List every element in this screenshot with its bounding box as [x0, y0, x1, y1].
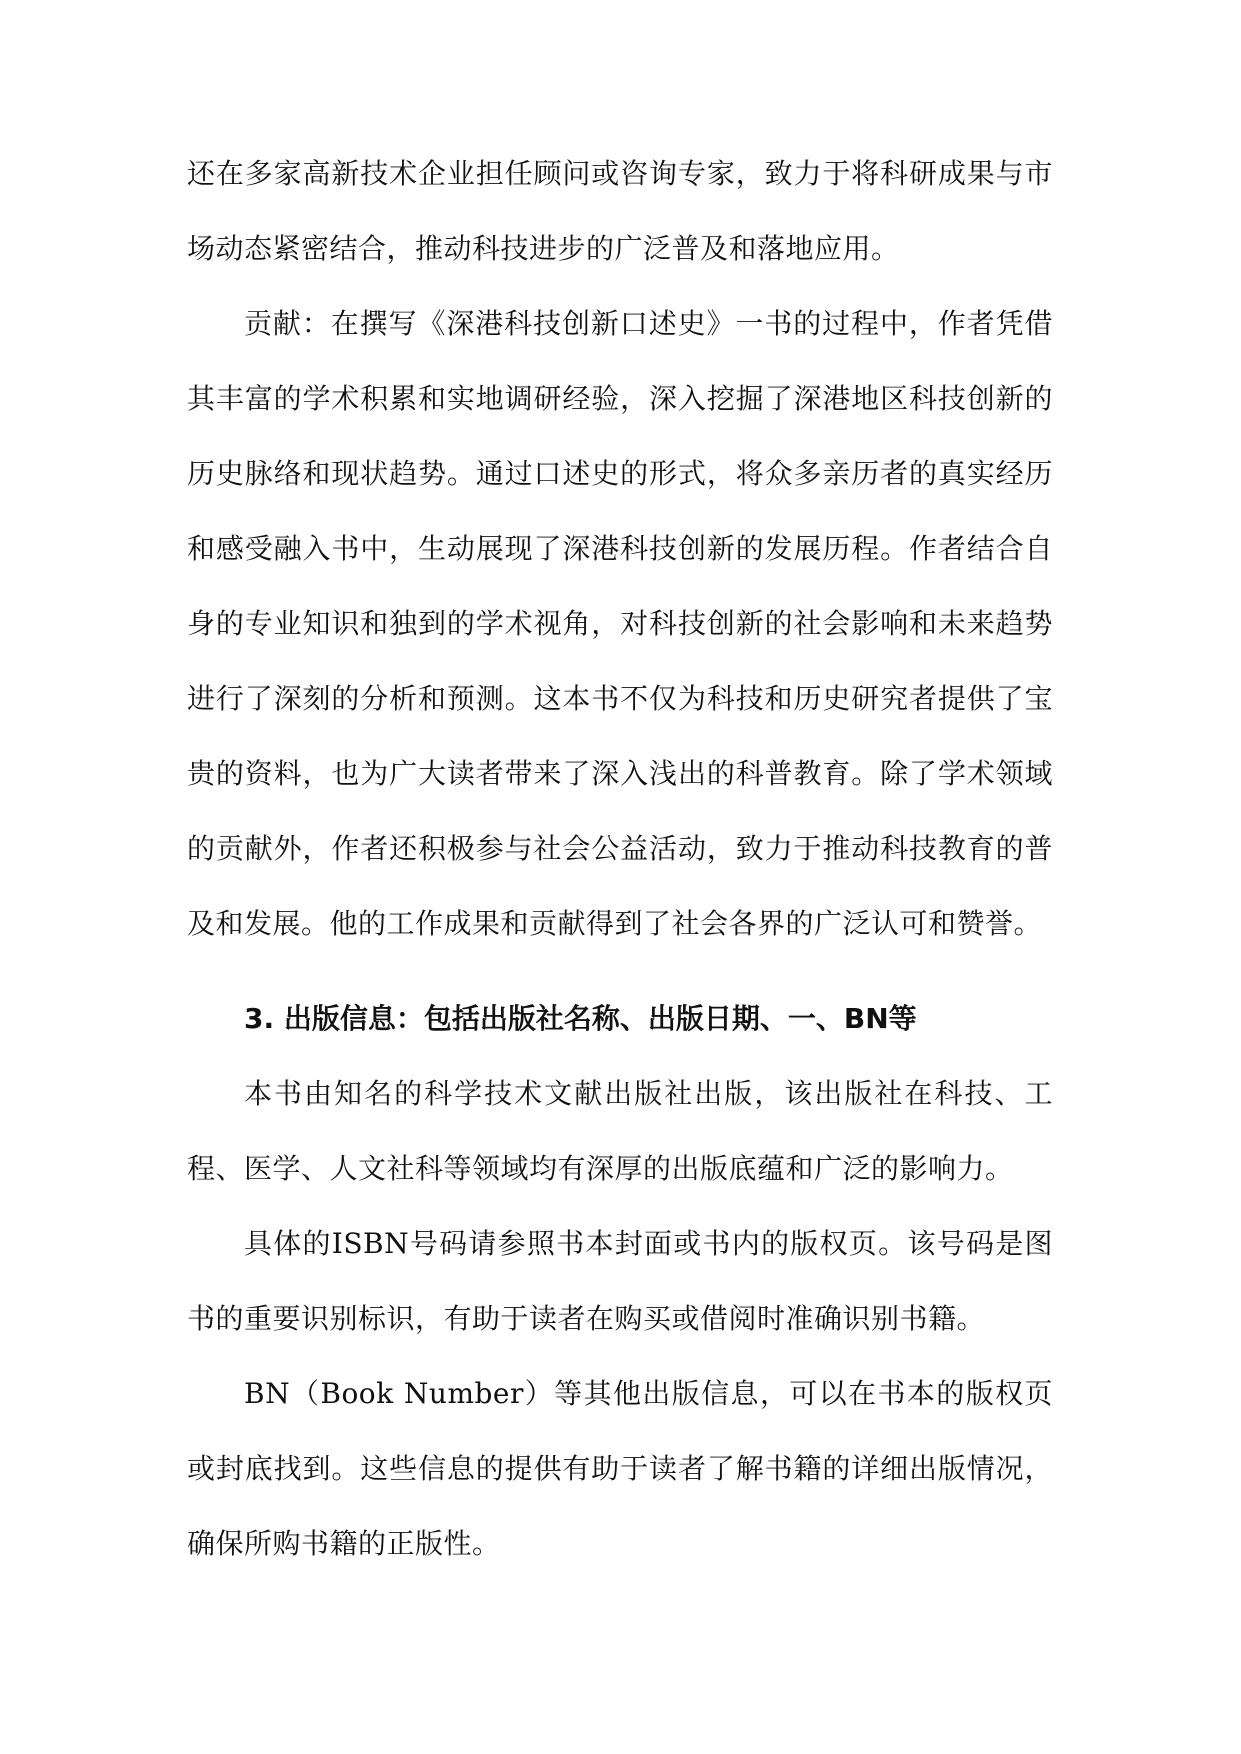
document-page	[187, 136, 1053, 1581]
paragraph-book-number: BN（Book Number）等其他出版信息，可以在书本的版权页或封底找到。这些信息的提供有助于读者了解书籍的详细出版情况，确保所购书籍的正版性。	[187, 1377, 1053, 1560]
section-heading-publication-info: 3. 出版信息：包括出版社名称、出版日期、一、BN等	[244, 1002, 917, 1035]
paragraph-publisher: 本书由知名的科学技术文献出版社出版，该出版社在科技、工程、医学、人文社科等领域均有深厚的出版底蕴和广泛的影响力。	[187, 1077, 1053, 1185]
paragraph-continuation: 还在多家高新技术企业担任顾问或咨询专家，致力于将科研成果与市场动态紧密结合，推动科技进步的广泛普及和落地应用。	[187, 157, 1053, 265]
paragraph-isbn: 具体的ISBN号码请参照书本封面或书内的版权页。该号码是图书的重要识别标识，有助于读者在购买或借阅时准确识别书籍。	[187, 1227, 1053, 1335]
paragraph-contribution: 贡献：在撰写《深港科技创新口述史》一书的过程中，作者凭借其丰富的学术积累和实地调研经验，深入挖掘了深港地区科技创新的历史脉络和现状趋势。通过口述史的形式，将众多亲历者的真实经历和感受融入书中，生动展现了深港科技创新的发展历程。作者结合自身的专业知识和独到的学术视角，对科技创新的社会影响和未来趋势进行了深刻的分析和预测。这本书不仅为科技和历史研究者提供了宝贵的资料，也为广大读者带来了深入浅出的科普教育。除了学术领域的贡献外，作者还积极参与社会公益活动，致力于推动科技教育的普及和发展。他的工作成果和贡献得到了社会各界的广泛认可和赞誉。	[187, 307, 1053, 940]
